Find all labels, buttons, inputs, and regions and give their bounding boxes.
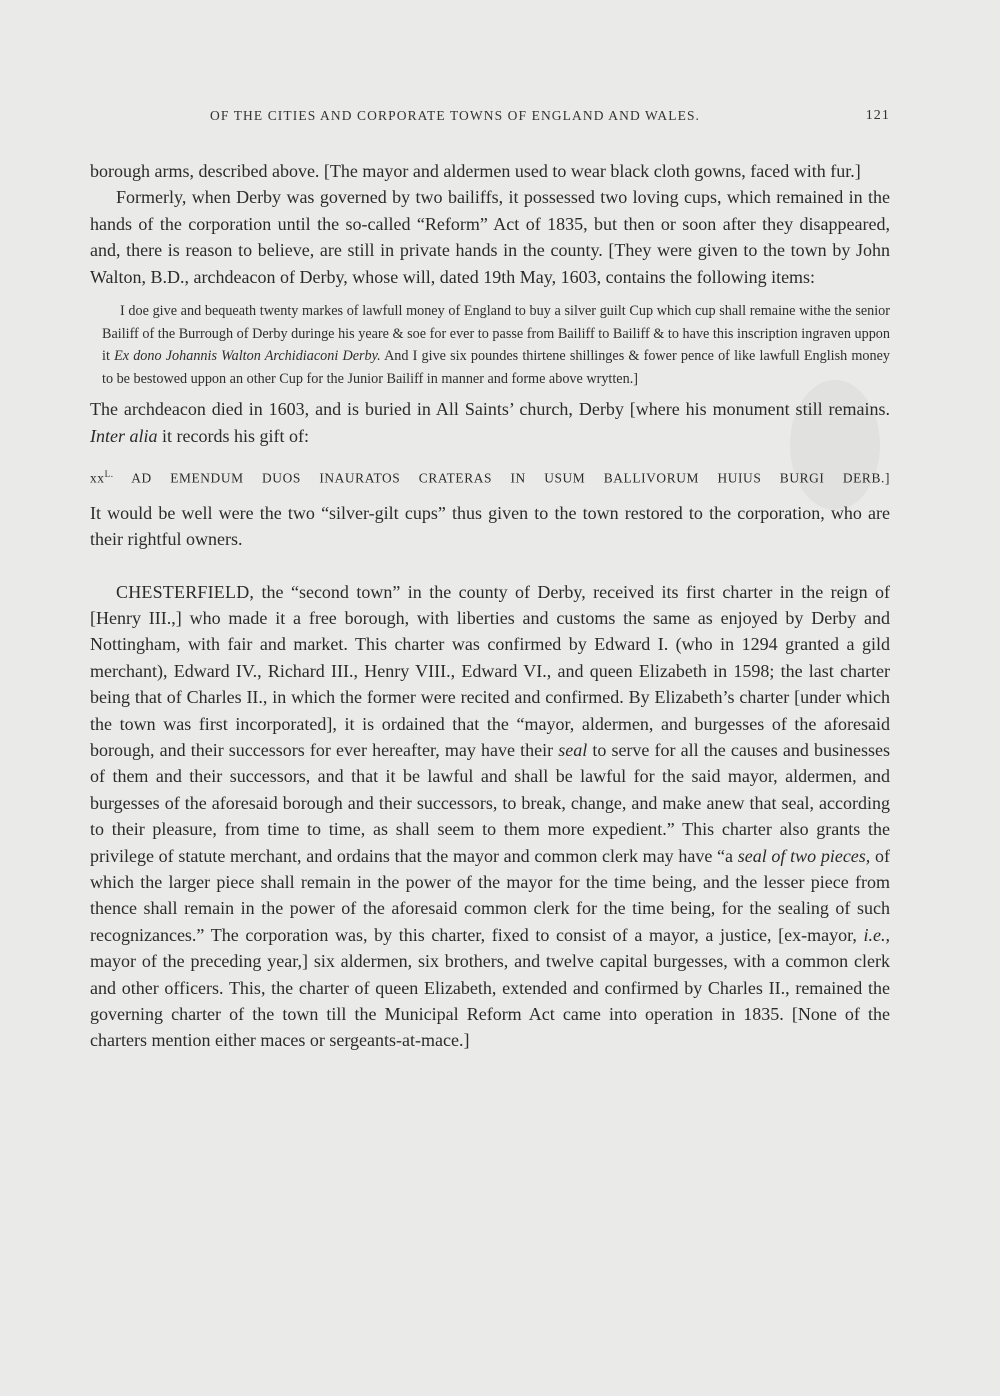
page-body bbox=[90, 158, 890, 1054]
paragraph-text: the “second town” in the county of Derby, received its first charter in the reign of [Henry III.,] who made it a free borough, with liberties and customs the same as enjoyed by Derby and Nottingham, with fair and market. This charter was confirmed by Edward I. (who in 1294 granted a gild merchant), Edward IV., Richard III., Henry VIII., Edward VI., and queen Elizabeth in 1598; the last charter being that of Charles II., in which the former were recited and confirmed. By Elizabeth’s charter [under which the town was first incorporated], it is ordained that the “mayor, aldermen, and burgesses of the aforesaid borough, and their successors for ever hereafter, may have their bbox=[90, 581, 891, 760]
inscription-mark: xx bbox=[90, 470, 105, 486]
paragraph-text: to serve for all the causes and businesses of them and their successors, and that it be lawful and shall be lawful for the said mayor, aldermen, and burgesses of the aforesaid borough and their successors, to break, change, and make anew that seal, according to their pleasure, from time to time, as shall seem to them more expedient.” This charter also grants the privilege of statute merchant, and ordains that the mayor and common clerk may have “a bbox=[90, 739, 891, 866]
quotation-italic: Ex dono Johannis Walton Archidiaconi Derby. bbox=[114, 348, 381, 365]
paragraph-text: it records his gift of: bbox=[162, 425, 309, 446]
monument-inscription bbox=[90, 463, 890, 489]
paragraph-italic: Inter alia bbox=[90, 425, 158, 446]
quotation-text: I doe give and bequeath twenty markes of lawfull money of England to buy a silver guilt Cup which cup shall remaine withe the senior Bailiff of the Burrough of Derby duringe his yeare & soe for ever to passe from Bailiff to Bailiff & to have this inscription ingraven uppon it bbox=[102, 303, 890, 365]
paragraph-text: Formerly, when Derby was governed by two bailiffs, it possessed two loving cups, which remained in the hands of the corporation until the so-called “Reform” Act of 1835, but then or soon after they disappeared, and, there is reason to believe, are still in private hands in the county. [They were given to the town by John Walton, B.D., archdeacon of Derby, whose will, dated 19th May, 1603, contains the following items: bbox=[90, 187, 890, 287]
paragraph-text: of which the larger piece shall remain in the power of the mayor for the time being, and the lesser piece from thence shall remain in the power of the aforesaid common clerk for the time being, for the sealing of such recognizances.” The corporation was, by this charter, fixed to consist of a mayor, a justice, [ex-mayor, bbox=[90, 845, 891, 945]
paragraph-text: borough arms, described above. [The mayor and aldermen used to wear black cloth gowns, faced with fur.] bbox=[90, 161, 861, 181]
quotation-text: And I give six poundes thirtene shillinges & fower pence of like lawfull English money to be bestowed uppon an other Cup for the Junior Bailiff in manner and forme above wrytten.] bbox=[102, 348, 891, 387]
page-number: 121 bbox=[865, 108, 890, 123]
paragraph-silver-gilt-cups bbox=[90, 500, 890, 553]
paragraph-loving-cups bbox=[90, 184, 890, 290]
paragraph-text: mayor of the preceding year,] six aldermen, six brothers, and twelve capital burgesses, with a common clerk and other officers. This, the charter of queen Elizabeth, extended and confirmed by Charles II., remained the governing charter of the town till the Municipal Reform Act came into operation in 1835. [None of the charters mention either maces or sergeants-at-mace.] bbox=[90, 951, 890, 1051]
paragraph-text: It would be well were the two “silver-gilt cups” thus given to the town restored to the corporation, who are their rightful owners. bbox=[90, 502, 890, 550]
inscription-superscript: L. bbox=[104, 469, 114, 480]
paragraph-text: The archdeacon died in 1603, and is buried in All Saints’ church, Derby [where his monument still remains. bbox=[90, 399, 890, 420]
running-head-title: OF THE CITIES AND CORPORATE TOWNS OF ENGLAND AND WALES. bbox=[210, 108, 701, 123]
inscription-text: AD EMENDUM DUOS INAURATOS CRATERAS IN USUM BALLIVORUM HUIUS BURGI DERB.] bbox=[131, 470, 890, 486]
section-gap bbox=[90, 553, 890, 579]
paragraph-archdeacon bbox=[90, 396, 890, 449]
town-name: CHESTERFIELD, bbox=[116, 581, 255, 602]
paragraph-italic: i.e., bbox=[863, 924, 890, 945]
paragraph-italic: seal bbox=[558, 739, 588, 760]
paragraph-chesterfield bbox=[90, 579, 890, 1054]
will-quotation bbox=[90, 300, 890, 390]
paragraph-borough-arms bbox=[90, 158, 890, 184]
running-head bbox=[90, 108, 890, 128]
paragraph-italic: seal of two pieces, bbox=[737, 845, 871, 866]
